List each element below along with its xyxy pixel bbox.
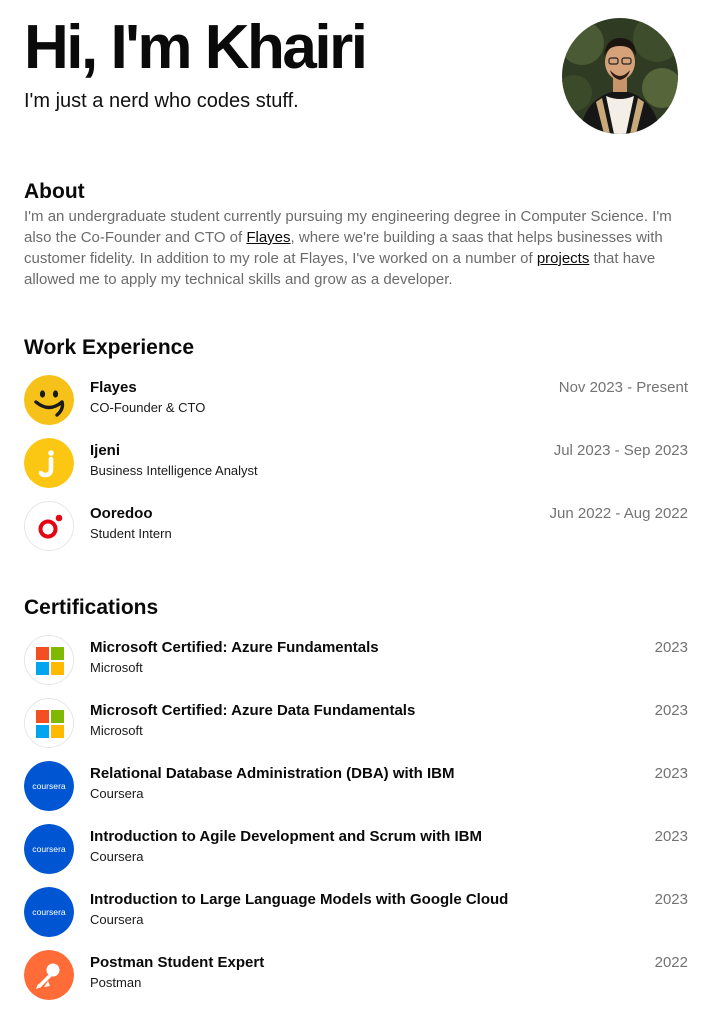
coursera-logo-icon — [24, 824, 74, 874]
microsoft-logo-icon — [24, 635, 74, 685]
work-item-flayes[interactable] — [24, 375, 688, 438]
avatar — [562, 18, 678, 134]
cert-issuer: Microsoft — [90, 723, 143, 738]
cert-year: 2023 — [654, 891, 688, 908]
company-name: Flayes — [90, 379, 137, 396]
certifications-list — [24, 635, 688, 1013]
cert-name: Introduction to Large Language Models with Google Cloud — [90, 891, 509, 908]
cert-year: 2023 — [654, 639, 688, 656]
cert-item[interactable] — [24, 887, 688, 950]
company-name: Ijeni — [90, 442, 121, 459]
cert-year: 2023 — [654, 702, 688, 719]
page-title: Hi, I'm Khairi — [24, 13, 366, 82]
cert-item[interactable] — [24, 950, 688, 1013]
cert-name: Microsoft Certified: Azure Fundamentals — [90, 639, 379, 656]
ooredoo-logo-icon — [24, 501, 74, 551]
flayes-logo-icon — [24, 375, 74, 425]
svg-text:coursera: coursera — [32, 781, 66, 791]
tagline: I'm just a nerd who codes stuff. — [24, 90, 299, 112]
cert-year: 2023 — [654, 828, 688, 845]
company-name: Ooredoo — [90, 505, 153, 522]
work-experience-list — [24, 375, 688, 564]
svg-text:coursera: coursera — [32, 844, 66, 854]
cert-name: Postman Student Expert — [90, 954, 265, 971]
cert-name: Microsoft Certified: Azure Data Fundamentals — [90, 702, 416, 719]
date-range: Nov 2023 - Present — [558, 379, 688, 396]
about-text-part: , where we're building a saas that helps businesses with customer fidelity. In addition to my role at Flayes, I've worked on a number of — [24, 229, 663, 267]
cert-issuer: Coursera — [90, 786, 144, 801]
work-item-ijeni[interactable] — [24, 438, 688, 501]
avatar-photo — [562, 18, 678, 134]
cert-name: Relational Database Administration (DBA) with IBM — [90, 765, 455, 782]
certifications-heading: Certifications — [24, 596, 159, 619]
cert-item[interactable] — [24, 824, 688, 887]
work-experience-heading: Work Experience — [24, 336, 195, 359]
date-range: Jul 2023 - Sep 2023 — [553, 442, 688, 459]
ijeni-logo-icon — [24, 438, 74, 488]
svg-text:coursera: coursera — [32, 907, 66, 917]
about-text — [24, 206, 688, 290]
about-heading: About — [24, 180, 85, 203]
cert-name: Introduction to Agile Development and Scrum with IBM — [90, 828, 482, 845]
cert-item[interactable] — [24, 635, 688, 698]
cert-issuer: Coursera — [90, 849, 144, 864]
date-range: Jun 2022 - Aug 2022 — [549, 505, 688, 522]
job-role: Student Intern — [90, 526, 172, 541]
cert-issuer: Microsoft — [90, 660, 143, 675]
cert-year: 2023 — [654, 765, 688, 782]
job-role: CO-Founder & CTO — [90, 400, 206, 415]
coursera-logo-icon — [24, 887, 74, 937]
cert-item[interactable] — [24, 698, 688, 761]
cert-issuer: Coursera — [90, 912, 144, 927]
microsoft-logo-icon — [24, 698, 74, 748]
job-role: Business Intelligence Analyst — [90, 463, 258, 478]
cert-year: 2022 — [654, 954, 688, 971]
hero-section — [24, 14, 688, 144]
about-text-part: that have allowed me to apply my technical skills and grow as a developer. — [24, 250, 656, 288]
work-item-ooredoo[interactable] — [24, 501, 688, 564]
postman-logo-icon — [24, 950, 74, 1000]
cert-issuer: Postman — [90, 975, 142, 990]
about-text-part: I'm an undergraduate student currently pursuing my engineering degree in Computer Science. I'm also the Co-Founder and CTO of — [24, 208, 672, 246]
flayes-link[interactable]: Flayes — [246, 229, 291, 246]
coursera-logo-icon — [24, 761, 74, 811]
cert-item[interactable] — [24, 761, 688, 824]
projects-link[interactable]: projects — [536, 250, 590, 267]
